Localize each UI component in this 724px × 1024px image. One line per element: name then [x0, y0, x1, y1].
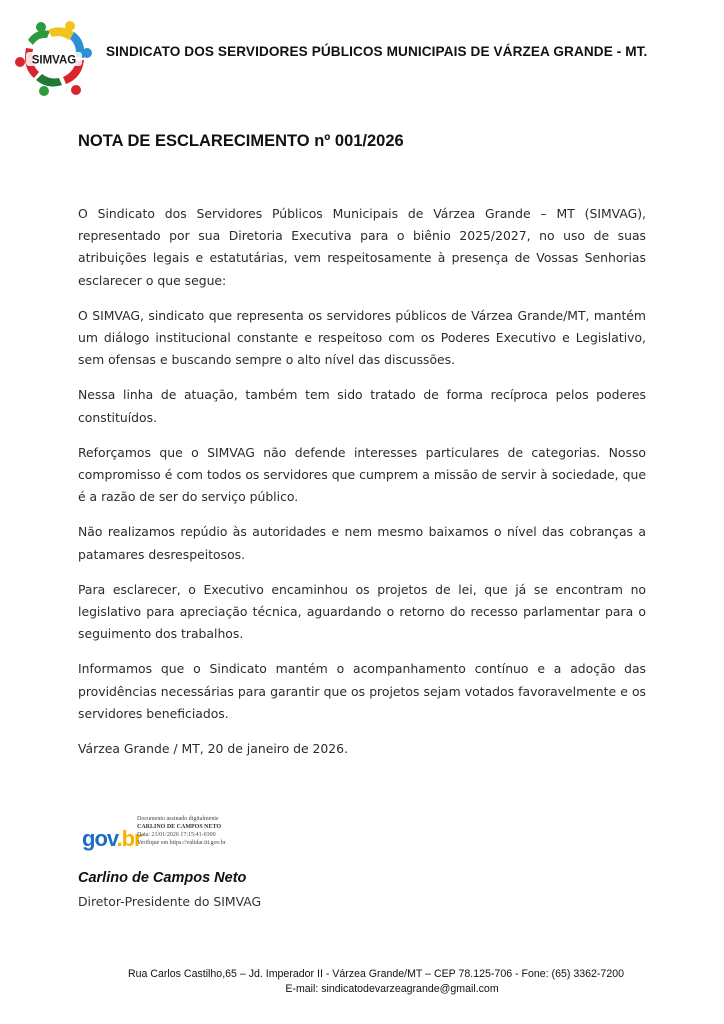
paragraph: O Sindicato dos Servidores Públicos Municipais de Várzea Grande – MT (SIMVAG), representado por sua Diretoria Executiva para o biênio 2025/2027, no uso de suas atribuições legais e estatutárias, vem respeitosamente à presença de Vossas Senhorias esclarecer o que segue:	[78, 206, 646, 288]
govbr-logo-part1: gov	[82, 826, 117, 851]
signature-verify-link[interactable]: Verifique em https://validar.iti.gov.br	[137, 840, 226, 846]
organization-name: SINDICATO DOS SERVIDORES PÚBLICOS MUNICIPAIS DE VÁRZEA GRANDE - MT.	[106, 44, 648, 59]
govbr-logo-part2: .br	[116, 826, 142, 851]
paragraph: Informamos que o Sindicato mantém o acompanhamento contínuo e a adoção das providências necessárias para garantir que os projetos sejam votados favoravelmente e os servidores beneficiados.	[78, 661, 646, 721]
govbr-logo	[82, 826, 142, 852]
footer	[0, 967, 724, 997]
document-body	[78, 203, 646, 773]
logo-text: SIMVAG	[31, 54, 77, 67]
signature-details	[137, 815, 226, 847]
paragraph: Nessa linha de atuação, também tem sido tratado de forma recíproca pelos poderes constituídos.	[78, 387, 646, 425]
letterhead	[14, 18, 714, 98]
footer-email[interactable]: E-mail: sindicatodevarzeagrande@gmail.com	[285, 983, 499, 995]
signatory-role: Diretor-Presidente do SIMVAG	[78, 894, 262, 909]
document-title: NOTA DE ESCLARECIMENTO nº 001/2026	[78, 132, 404, 150]
paragraph: Para esclarecer, o Executivo encaminhou os projetos de lei, que já se encontram no legislativo para apreciação técnica, aguardando o retorno do recesso parlamentar para o seguimento dos trabalhos.	[78, 581, 646, 642]
paragraph: Reforçamos que o SIMVAG não defende interesses particulares de categorias. Nosso compromisso é com todos os servidores que cumprem a missão de servir à sociedade, que é a razão de ser do serviço público.	[78, 444, 646, 505]
paragraph: O SIMVAG, sindicato que representa os servidores públicos de Várzea Grande/MT, mantém um diálogo institucional constante e respeitoso com os Poderes Executivo e Legislativo, sem ofensas e buscando sempre o alto nível das discussões.	[78, 307, 646, 368]
digital-signature-stamp	[80, 815, 340, 859]
simvag-logo	[14, 18, 94, 98]
signature-signer: CARLINO DE CAMPOS NETO	[137, 824, 222, 830]
footer-address: Rua Carlos Castilho,65 – Jd. Imperador II - Várzea Grande/MT – CEP 78.125-706 - Fone: (65) 3362-7200	[127, 968, 624, 980]
place-date: Várzea Grande / MT, 20 de janeiro de 2026.	[78, 741, 349, 757]
signatory-name: Carlino de Campos Neto	[78, 870, 247, 886]
signature-date: Data: 21/01/2026 17:15:41-0300	[137, 832, 216, 838]
signature-caption: Documento assinado digitalmente	[137, 816, 219, 822]
paragraph: Não realizamos repúdio às autoridades e nem mesmo baixamos o nível das cobranças a patamares desrespeitosos.	[78, 524, 646, 562]
